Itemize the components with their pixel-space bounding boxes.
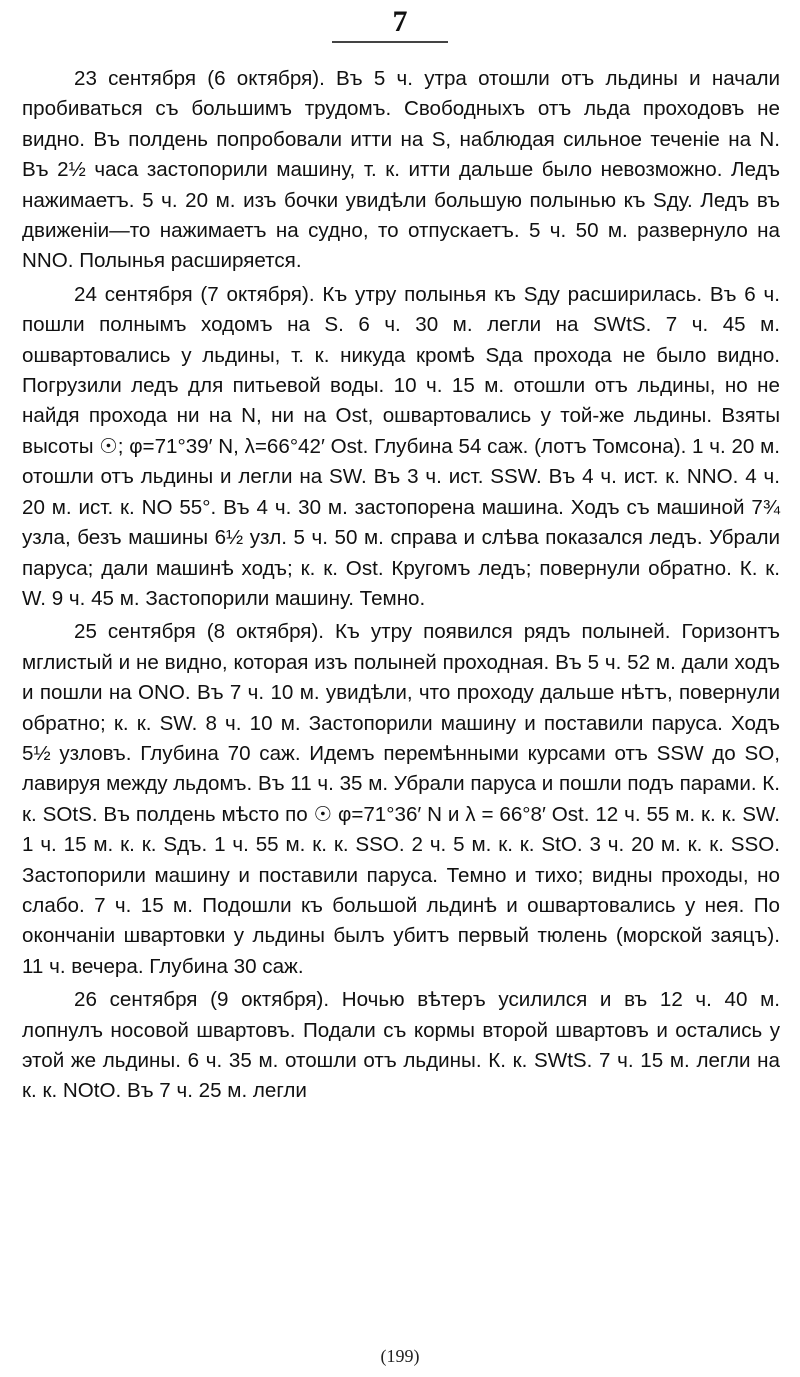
entry-sept-24 — [22, 280, 786, 614]
entry-text: 26 сентября (9 октября). Ночью вѣтеръ усилился и въ 12 ч. 40 м. лопнулъ носовой швартовъ. Подали съ кормы второй швартовъ и остались у этой же льдины. 6 ч. 35 м. отошли отъ льдины. К. к. SWtS. 7 ч. 15 м. легли на к. к. NOtO. Въ 7 ч. 25 м. легли — [22, 988, 786, 1103]
journal-text — [22, 64, 786, 1110]
page-number: 7 — [392, 5, 408, 38]
entry-sept-25 — [22, 617, 786, 982]
entry-text: 23 сентября (6 октября). Въ 5 ч. утра отошли отъ льдины и начали пробиваться съ большимъ трудомъ. Свободныхъ отъ льда проходовъ не видно. Въ полдень попробовали итти на S, наблюдая сильное теченіе на N. Въ 2½ часа застопорили машину, т. к. итти дальше было невозможно. Ледъ нажимаетъ. 5 ч. 20 м. изъ бочки увидѣли большую полынью къ Sду. Ледъ въ движеніи—то нажимаетъ на судно, то отпускаетъ. 5 ч. 50 м. развернуло на NNO. Полынья расширяется. — [22, 67, 786, 273]
entry-sept-23 — [22, 64, 786, 277]
entry-text: 24 сентября (7 октября). Къ утру полынья къ Sду расширилась. Въ 6 ч. пошли полнымъ ходомъ на S. 6 ч. 30 м. легли на SWtS. 7 ч. 45 м. ошвартовались у льдины, т. к. никуда кромѣ Sда прохода не было видно. Погрузили ледъ для питьевой воды. 10 ч. 15 м. отошли отъ льдины, но не найдя прохода ни на N, ни на Ost, ошвартовались у той-же льдины. Взяты высоты ☉; φ=71°39′ N, λ=66°42′ Ost. Глубина 54 саж. (лотъ Томсона). 1 ч. 20 м. отошли отъ льдины и легли на SW. Въ 3 ч. ист. SSW. Въ 4 ч. ист. к. NNO. 4 ч. 20 м. ист. к. NO 55°. Въ 4 ч. 30 м. застопорена машина. Ходъ съ машиной 7¾ узла, безъ машины 6½ узл. 5 ч. 50 м. справа и слѣва показался ледъ. Убрали паруса; дали машинѣ ходъ; к. к. Ost. Кругомъ ледъ; повернули обратно. К. к. W. 9 ч. 45 м. Застопорили машину. Темно. — [22, 282, 786, 610]
footer-page-number: (199) — [380, 1346, 420, 1366]
entry-sept-26 — [22, 985, 786, 1107]
entry-text: 25 сентября (8 октября). Къ утру появился рядъ полыней. Горизонтъ мглистый и не видно, которая изъ полыней проходная. Въ 5 ч. 52 м. дали ходъ и пошли на ONO. Въ 7 ч. 10 м. увидѣли, что проходу дальше нѣтъ, повернули обратно; к. к. SW. 8 ч. 10 м. Застопорили машину и поставили паруса. Ходъ 5½ узловъ. Глубина 70 саж. Идемъ перемѣнными курсами отъ SSW до SO, лавируя между льдомъ. Въ 11 ч. 35 м. Убрали паруса и пошли подъ парами. К. к. SOtS. Въ полдень мѣсто по ☉ φ=71°36′ N и λ = 66°8′ Ost. 12 ч. 55 м. к. к. SW. 1 ч. 15 м. к. к. Sдъ. 1 ч. 55 м. к. к. SSO. 2 ч. 5 м. к. к. StO. 3 ч. 20 м. к. к. SSO. Застопорили машину и поставили паруса. Темно и тихо; видны проходы, но слабо. 7 ч. 15 м. Подошли къ большой льдинѣ и ошвартовались у нея. По окончаніи швартовки у льдины былъ убитъ первый тюлень (морской заяцъ). 11 ч. вечера. Глубина 30 саж. — [22, 620, 786, 978]
header-rule — [332, 41, 448, 43]
